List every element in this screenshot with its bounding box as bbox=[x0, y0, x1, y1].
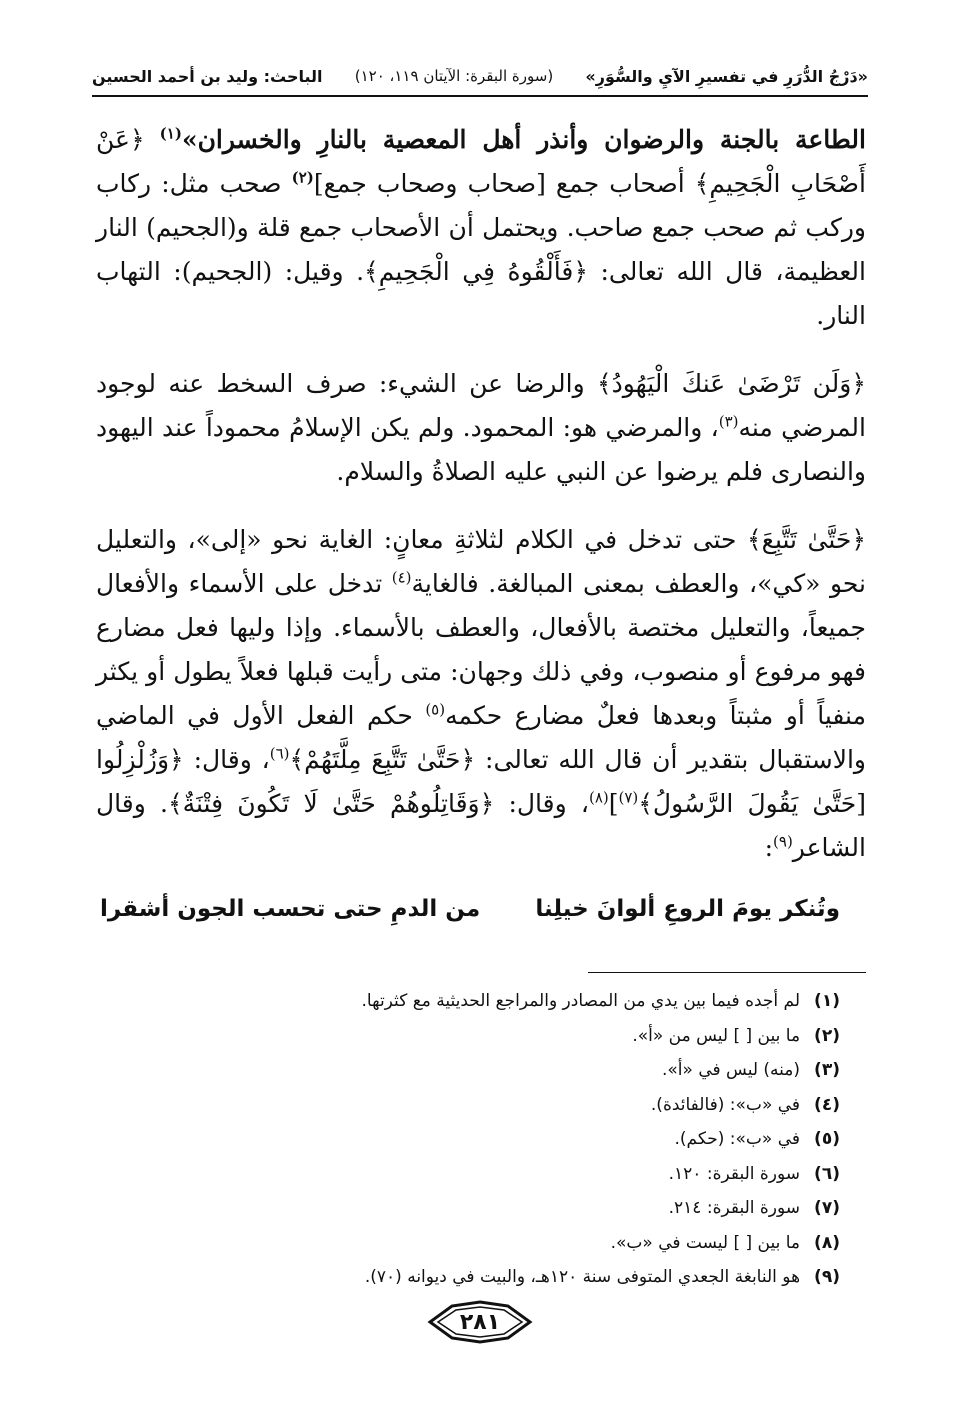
poetry-verse bbox=[100, 896, 840, 922]
footnote-ref-2[interactable]: (٢) bbox=[291, 168, 314, 187]
footnote-number: (١) bbox=[814, 991, 840, 1011]
footnote-item bbox=[140, 1157, 840, 1192]
footnote-text: ما بين [ ] ليست في «ب». bbox=[610, 1232, 801, 1253]
footnote-number: (٨) bbox=[814, 1232, 840, 1253]
p2-text-b: ، والمرضي هو: المحمود. ولم يكن الإسلامُ محموداً عند اليهود والنصارى فلم يرضوا عن النبي عليه الصلاةُ والسلام. bbox=[96, 413, 866, 486]
footnote-text: لم أجده فيما بين يدي من المصادر والمراجع الحديثية مع كثرتها. bbox=[361, 991, 801, 1011]
footnote-item bbox=[140, 1019, 840, 1054]
page-number: ٢٨١ bbox=[459, 1309, 501, 1335]
main-text bbox=[96, 118, 866, 894]
footnote-number: (٧) bbox=[814, 1198, 840, 1218]
p3-text-c: حكم الفعل الأول في الماضي والاستقبال بتقدير أن قال الله تعالى: ﴿حَتَّىٰ تَتَّبِعَ مِلَّتَهُمْ﴾ bbox=[96, 701, 866, 774]
book-title: «دَرْجُ الدُّرَرِ في تفسيرِ الآيِ والسُّوَرِ» bbox=[585, 66, 868, 86]
footnote-item bbox=[140, 1191, 840, 1226]
footnote-number: (٥) bbox=[814, 1129, 840, 1149]
p3-text-d: ، وقال: ﴿وَزُلْزِلُوا [حَتَّىٰ يَقُولَ الرَّسُولُ﴾ bbox=[96, 745, 866, 818]
footnote-item bbox=[140, 1053, 840, 1088]
paragraph-1 bbox=[96, 118, 866, 338]
surah-location: (سورة البقرة: الآيتان ١١٩، ١٢٠) bbox=[354, 67, 554, 85]
footnote-text: (منه) ليس في «أ». bbox=[662, 1060, 801, 1080]
footnote-ref-5[interactable]: (٥) bbox=[425, 700, 446, 719]
footnote-ref-7[interactable]: (٧) bbox=[618, 788, 639, 807]
footnote-number: (٦) bbox=[814, 1163, 840, 1184]
footnote-text: سورة البقرة: ٢١٤. bbox=[668, 1198, 801, 1218]
footnote-ref-3[interactable]: (٣) bbox=[718, 412, 739, 431]
footnote-item bbox=[140, 1260, 840, 1295]
page-number-ornament bbox=[424, 1300, 536, 1344]
paragraph-2 bbox=[96, 362, 866, 494]
p3-text-a: ﴿حَتَّىٰ تَتَّبِعَ﴾ حتى تدخل في الكلام لثلاثةِ معانٍ: الغاية نحو «إلى»، والتعليل نحو «كي»، والعطف بمعنى المبالغة. فالغاية bbox=[96, 525, 866, 598]
footnote-number: (٩) bbox=[814, 1267, 840, 1287]
p1-text-a: الطاعة بالجنة والرضوان وأنذر أهل المعصية بالنارِ والخسران» bbox=[181, 125, 866, 154]
footnote-text: ما بين [ ] ليس من «أ». bbox=[632, 1025, 801, 1046]
footnote-number: (٢) bbox=[814, 1025, 840, 1046]
footnote-item bbox=[140, 1226, 840, 1261]
footnote-text: في «ب»: (فالفائدة). bbox=[650, 1094, 801, 1115]
footnote-item bbox=[140, 1088, 840, 1123]
p2-text-a: ﴿وَلَن تَرْضَىٰ عَنكَ الْيَهُودُ﴾ والرضا عن الشيء: صرف السخط عنه لوجود المرضي منه bbox=[96, 369, 866, 442]
footnote-item bbox=[140, 984, 840, 1019]
p1-text-c: صحب مثل: ركاب وركب ثم صحب جمع صاحب. ويحتمل أن الأصحاب جمع قلة و(الجحيم) النار العظيمة، قال الله تعالى: ﴿فَأَلْقُوهُ فِي الْجَحِيمِ﴾. وقيل: (الجحيم): التهاب النار. bbox=[96, 169, 866, 330]
running-header bbox=[92, 62, 868, 90]
footnote-item bbox=[140, 1122, 840, 1157]
footnote-ref-6[interactable]: (٦) bbox=[269, 744, 290, 763]
footnote-ref-8[interactable]: (٨) bbox=[588, 788, 609, 807]
p3-text-f: ، وقال: ﴿وَقَاتِلُوهُمْ حَتَّىٰ لَا تَكُونَ فِتْنَةٌ﴾. وقال الشاعر bbox=[96, 789, 866, 862]
verse-first-hemistich: وتُنكر يومَ الروعِ ألوانَ خيلِنا bbox=[535, 896, 840, 922]
p1-text-b: ﴿عَنْ أَصْحَابِ الْجَحِيمِ﴾ أصحاب جمع [صحاب وصحاب جمع] bbox=[96, 125, 866, 198]
footnote-text: في «ب»: (حكم). bbox=[674, 1129, 801, 1149]
footnote-text: سورة البقرة: ١٢٠. bbox=[668, 1163, 801, 1184]
footnote-ref-9[interactable]: (٩) bbox=[773, 832, 793, 851]
verse-second-hemistich: من الدمِ حتى تحسب الجون أشقرا bbox=[100, 896, 481, 922]
header-rule bbox=[92, 95, 868, 97]
footnote-text: هو النابغة الجعدي المتوفى سنة ١٢٠هـ، والبيت في ديوانه (٧٠). bbox=[364, 1267, 801, 1287]
p3-text-b: تدخل على الأسماء والأفعال جميعاً، والتعليل مختصة بالأفعال، والعطف بالأسماء. وإذا وليها فعل مضارع فهو مرفوع أو منصوب، وفي ذلك وجهان: متى رأيت قبلها فعلاً يطول أو يكثر منفياً أو مثبتاً وبعدها فعلٌ مضارع حكمه bbox=[96, 569, 866, 730]
footnote-ref-1[interactable]: (١) bbox=[159, 124, 182, 143]
footnote-number: (٤) bbox=[814, 1094, 840, 1115]
paragraph-3 bbox=[96, 518, 866, 870]
p3-text-e: ] bbox=[608, 789, 619, 818]
p3-text-g: : bbox=[764, 833, 774, 862]
footnote-number: (٣) bbox=[814, 1060, 840, 1080]
footnote-list bbox=[140, 984, 840, 1295]
researcher-name: الباحث: وليد بن أحمد الحسين bbox=[92, 66, 323, 86]
footnote-ref-4[interactable]: (٤) bbox=[391, 568, 412, 587]
footnote-separator bbox=[588, 972, 866, 973]
